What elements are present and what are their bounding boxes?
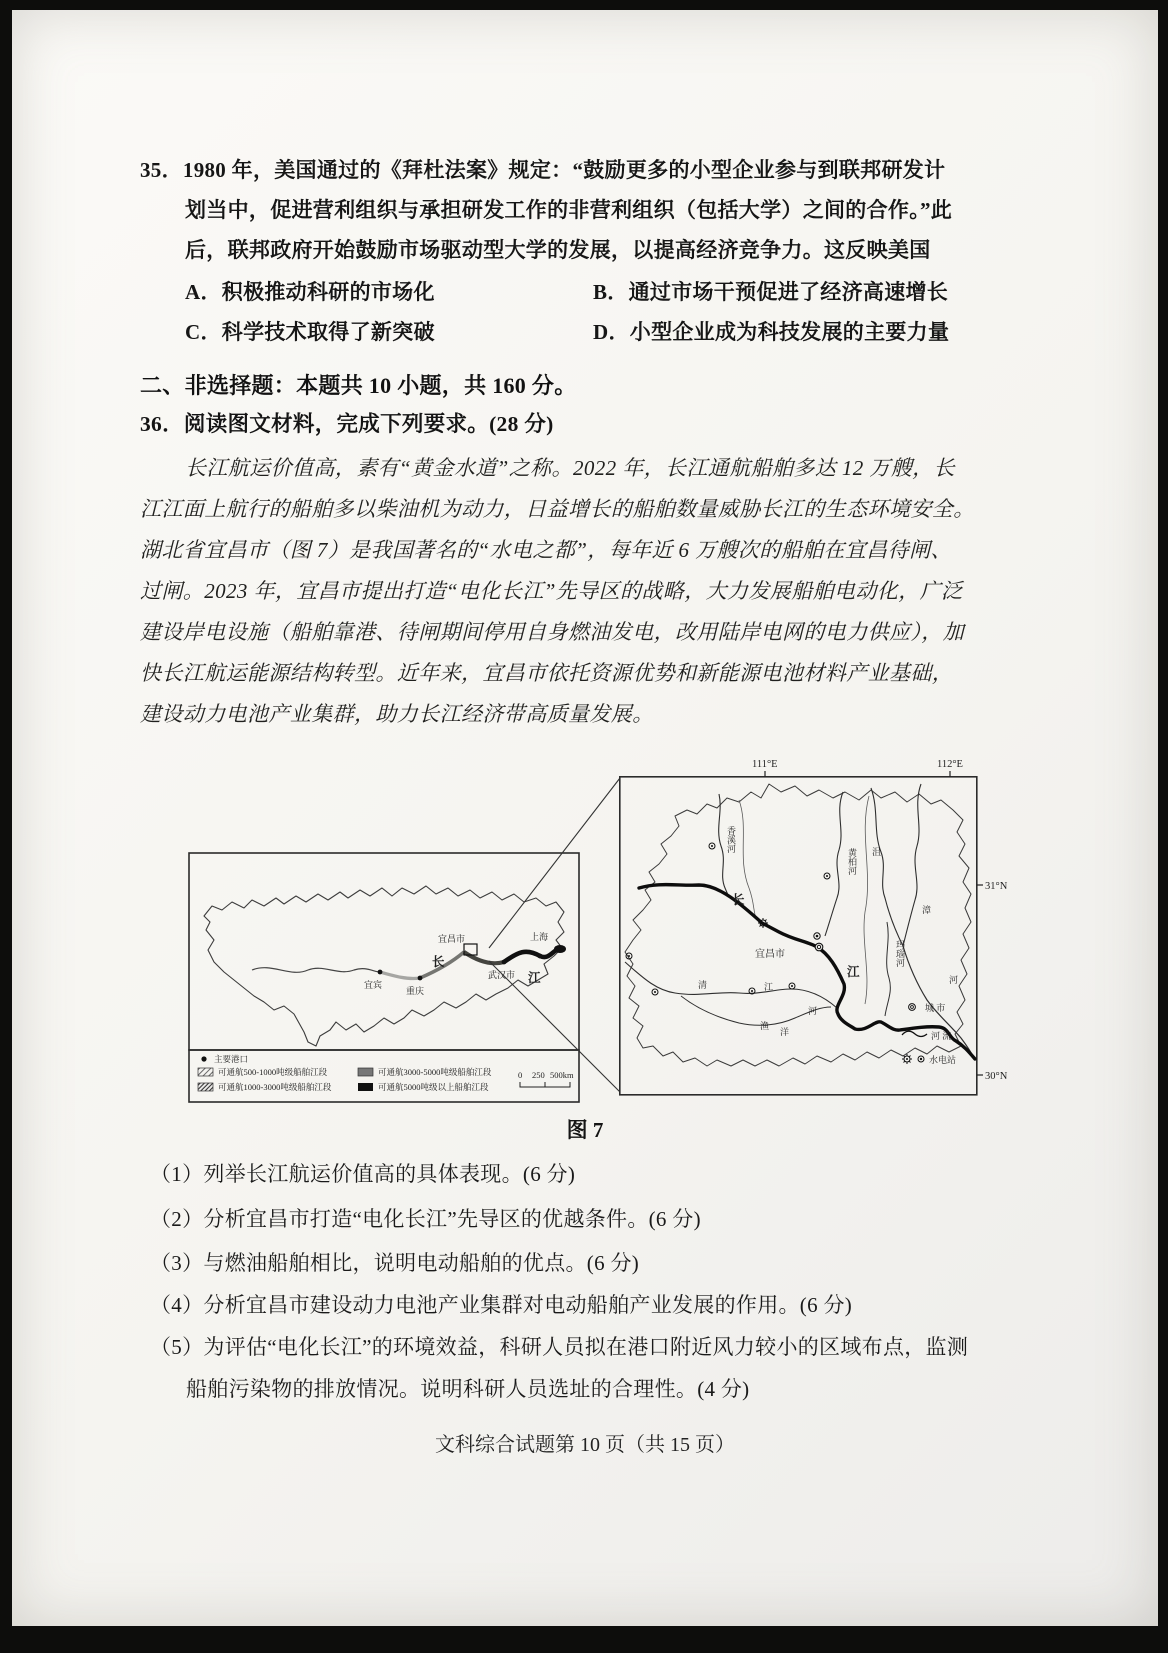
page-footer: 文科综合试题第 10 页（共 15 页） bbox=[435, 1434, 735, 1456]
label-he-south: 河 bbox=[808, 1006, 818, 1016]
manao-river bbox=[885, 922, 890, 1016]
label-jiang2: 江 bbox=[764, 982, 774, 992]
label-yu: 渔 bbox=[760, 1021, 770, 1031]
label-he-right: 河 bbox=[949, 975, 959, 985]
county-boundary-east bbox=[864, 796, 869, 1004]
zhang-river bbox=[903, 784, 921, 946]
legend-river-label: 河 流 bbox=[931, 1031, 952, 1041]
legend-swatch-500-1000 bbox=[198, 1068, 213, 1076]
legend-5000-plus-label: 可通航5000吨级以上船舶江段 bbox=[378, 1082, 489, 1092]
q36-paragraph-line: 湖北省宜昌市（图 7）是我国著名的“水电之都”，每年近 6 万艘次的船舶在宜昌待闸、 bbox=[140, 538, 952, 562]
q35-option-c: C．科学技术取得了新突破 bbox=[185, 320, 435, 344]
label-yichang-city: 宜昌市 bbox=[755, 949, 785, 960]
port-dot-chongqing bbox=[418, 976, 423, 981]
label-jiang: 江 bbox=[528, 971, 541, 985]
yichang-detail-map bbox=[619, 754, 1019, 1099]
legend-station-symbols bbox=[902, 1054, 924, 1064]
q36-paragraph-line: 快长江航运能源结构转型。近年来，宜昌市依托资源优势和新能源电池材料产业基础， bbox=[140, 661, 954, 685]
inset-callout-lines bbox=[472, 770, 632, 1100]
yangtze-upper-course bbox=[252, 968, 380, 973]
q35-option-a: A．积极推动科研的市场化 bbox=[185, 280, 435, 304]
label-wuhan: 武汉市 bbox=[488, 970, 516, 980]
legend-swatch-5000-plus bbox=[358, 1083, 373, 1091]
hydropower-station-sanxia bbox=[758, 918, 768, 928]
port-dot-yibin bbox=[378, 970, 383, 975]
label-xiangxi-river: 香溪河 bbox=[726, 826, 736, 853]
q36-paragraph-line: 建设岸电设施（船舶靠港、待闸期间停用自身燃油发电，改用陆岸电网的电力供应），加 bbox=[140, 620, 965, 644]
label-yibin: 宜宾 bbox=[364, 980, 383, 990]
legend-station-label: 水电站 bbox=[929, 1055, 957, 1065]
label-chang: 长 bbox=[432, 955, 445, 969]
q36-paragraph-line: 长江航运价值高，素有“黄金水道”之称。2022 年，长江通航船舶多达 12 万艘，长 bbox=[185, 456, 955, 480]
legend-3000-5000-label: 可通航3000-5000吨级船舶江段 bbox=[378, 1067, 492, 1077]
label-yichang: 宜昌市 bbox=[438, 934, 466, 944]
q36-paragraph-line: 建设动力电池产业集群，助力长江经济带高质量发展。 bbox=[140, 702, 654, 726]
label-manao-river: 玛瑙河 bbox=[895, 940, 905, 967]
q36-paragraph-line: 江江面上航行的船舶多以柴油机为动力，日益增长的船舶数量威胁长江的生态环境安全。 bbox=[140, 497, 975, 521]
legend-city-label: 城 市 bbox=[925, 1003, 946, 1013]
q36-sub3: （3）与燃油船舶相比，说明电动船舶的优点。(6 分) bbox=[150, 1251, 640, 1275]
label-chongqing: 重庆 bbox=[406, 986, 425, 996]
hydropower-station-gezhouba bbox=[814, 933, 820, 939]
scale-mid: 250 bbox=[532, 1070, 545, 1080]
label-chang-detail: 长 bbox=[732, 893, 745, 907]
legend-port-dot bbox=[201, 1056, 206, 1061]
yichang-city-marker bbox=[815, 943, 823, 951]
scale-end: 500km bbox=[550, 1070, 574, 1080]
legend-1000-3000-label: 可通航1000-3000吨级船舶江段 bbox=[218, 1082, 332, 1092]
detail-map-border bbox=[620, 777, 977, 1095]
lat-31n: 31°N bbox=[985, 881, 1008, 892]
huangbai-river bbox=[825, 792, 843, 936]
q36-sub5-line1: （5）为评估“电化长江”的环境效益，科研人员拟在港口附近风力较小的区域布点，监测 bbox=[150, 1335, 969, 1359]
label-shanghai: 上海 bbox=[530, 932, 549, 942]
label-zhang-river: 漳 bbox=[922, 905, 932, 915]
q35-option-b: B．通过市场干预促进了经济高速增长 bbox=[593, 280, 949, 304]
label-ju-river: 沮 bbox=[872, 847, 882, 857]
legend-river-symbol bbox=[902, 1031, 927, 1036]
q36-sub4: （4）分析宜昌市建设动力电池产业集群对电动船舶产业发展的作用。(6 分) bbox=[150, 1293, 853, 1317]
q36-sub5-line2: 船舶污染物的排放情况。说明科研人员选址的合理性。(4 分) bbox=[186, 1377, 750, 1401]
qingjiang-river bbox=[625, 962, 837, 1008]
legend-500-1000-label: 可通航500-1000吨级船舶江段 bbox=[218, 1067, 328, 1077]
section2-heading: 二、非选择题：本题共 10 小题，共 160 分。 bbox=[140, 373, 577, 398]
q36-title: 36．阅读图文材料，完成下列要求。(28 分) bbox=[140, 412, 554, 436]
q36-sub2: （2）分析宜昌市打造“电化长江”先导区的优越条件。(6 分) bbox=[150, 1207, 701, 1231]
figure-caption: 图 7 bbox=[566, 1118, 604, 1142]
q35-stem-line3: 后，联邦政府开始鼓励市场驱动型大学的发展，以提高经济竞争力。这反映美国 bbox=[185, 238, 931, 262]
detail-map-legend bbox=[902, 1002, 956, 1065]
legend-ports-label: 主要港口 bbox=[214, 1054, 249, 1064]
q36-sub1: （1）列举长江航运价值高的具体表现。(6 分) bbox=[150, 1162, 576, 1186]
scale-start: 0 bbox=[518, 1070, 523, 1080]
lon-112e: 112°E bbox=[937, 759, 963, 770]
legend-swatch-3000-5000 bbox=[358, 1068, 373, 1076]
q36-paragraph-line: 过闸。2023 年，宜昌市提出打造“电化长江”先导区的战略，大力发展船舶电动化，广泛 bbox=[140, 579, 963, 603]
q35-option-d: D．小型企业成为科技发展的主要力量 bbox=[593, 320, 950, 344]
q35-stem-line2: 划当中，促进营利组织与承担研发工作的非营利组织（包括大学）之间的合作。”此 bbox=[185, 198, 953, 222]
legend-swatch-1000-3000 bbox=[198, 1083, 213, 1091]
label-qing: 清 bbox=[698, 980, 708, 990]
lon-111e: 111°E bbox=[752, 759, 778, 770]
lat-30n: 30°N bbox=[985, 1071, 1008, 1082]
river-seg-500-1000t bbox=[380, 972, 420, 979]
label-jiang-detail: 江 bbox=[847, 965, 860, 979]
q35-stem-line1: 35．1980 年，美国通过的《拜杜法案》规定：“鼓励更多的小型企业参与到联邦研发计 bbox=[140, 158, 946, 182]
label-huangbai-river: 黄柏河 bbox=[847, 848, 857, 875]
label-yang: 洋 bbox=[780, 1027, 790, 1037]
